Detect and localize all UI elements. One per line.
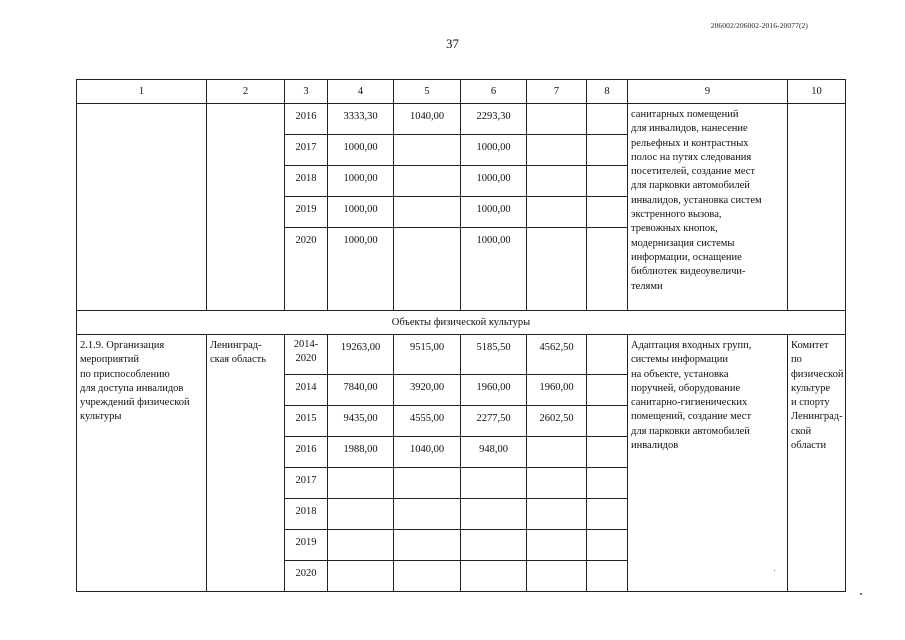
amount-cell — [461, 530, 527, 561]
amount-cell — [394, 561, 461, 592]
year-cell: 2017 — [285, 135, 328, 166]
amount-cell: 1000,00 — [328, 135, 394, 166]
column-number-header: 2 — [207, 80, 285, 104]
amount-cell — [587, 104, 628, 135]
amount-cell: 1960,00 — [461, 375, 527, 406]
amount-cell — [587, 166, 628, 197]
amount-cell — [461, 499, 527, 530]
amount-cell — [394, 166, 461, 197]
amount-cell — [461, 561, 527, 592]
column-number-header: 3 — [285, 80, 328, 104]
amount-cell — [328, 561, 394, 592]
year-cell: 2016 — [285, 437, 328, 468]
year-cell: 2014 — [285, 375, 328, 406]
amount-cell — [461, 468, 527, 499]
amount-cell — [587, 499, 628, 530]
column-number-header: 10 — [788, 80, 846, 104]
region-cell: Ленинград- ская область — [207, 335, 285, 592]
year-cell: 2020 — [285, 561, 328, 592]
amount-cell: 948,00 — [461, 437, 527, 468]
region-cell — [207, 104, 285, 311]
amount-cell: 1040,00 — [394, 437, 461, 468]
document-id: 206002/206002-2016-20077(2) — [710, 21, 808, 30]
amount-cell — [328, 499, 394, 530]
amount-cell — [587, 468, 628, 499]
column-number-header: 6 — [461, 80, 527, 104]
column-number-header: 7 — [527, 80, 587, 104]
column-number-header: 4 — [328, 80, 394, 104]
amount-cell: 3920,00 — [394, 375, 461, 406]
amount-cell: 1000,00 — [328, 197, 394, 228]
amount-cell — [527, 135, 587, 166]
amount-cell — [527, 437, 587, 468]
amount-cell — [328, 530, 394, 561]
amount-cell: 2277,50 — [461, 406, 527, 437]
amount-cell: 2602,50 — [527, 406, 587, 437]
column-number-header: 9 — [628, 80, 788, 104]
amount-cell — [587, 135, 628, 166]
amount-cell: 4562,50 — [527, 335, 587, 375]
amount-cell: 1000,00 — [328, 166, 394, 197]
amount-cell: 19263,00 — [328, 335, 394, 375]
scan-speck — [860, 593, 862, 595]
amount-cell: 1000,00 — [461, 228, 527, 311]
amount-cell — [587, 228, 628, 311]
amount-cell — [527, 530, 587, 561]
amount-cell: 1000,00 — [461, 135, 527, 166]
amount-cell — [527, 499, 587, 530]
scan-speck — [774, 570, 775, 571]
amount-cell: 1000,00 — [461, 166, 527, 197]
year-cell: 2016 — [285, 104, 328, 135]
amount-cell — [527, 468, 587, 499]
table-header-row — [77, 80, 846, 104]
amount-cell — [394, 197, 461, 228]
year-cell: 2015 — [285, 406, 328, 437]
year-cell: 2014- 2020 — [285, 335, 328, 375]
amount-cell — [587, 197, 628, 228]
amount-cell — [587, 437, 628, 468]
responsible-cell — [788, 104, 846, 311]
year-cell: 2017 — [285, 468, 328, 499]
amount-cell — [527, 228, 587, 311]
amount-cell: 4555,00 — [394, 406, 461, 437]
amount-cell — [587, 375, 628, 406]
year-cell: 2020 — [285, 228, 328, 311]
amount-cell — [394, 228, 461, 311]
description-cell: санитарных помещений для инвалидов, нанесение рельефных и контрастных полос на путях следования посетителей, создание мест для парковки автомобилей инвалидов, установка систем экстренного вызова, тревожных кнопок, модернизация системы информации, оснащение библиотек видеоувеличи- телями — [628, 104, 788, 311]
amount-cell: 2293,30 — [461, 104, 527, 135]
amount-cell: 1960,00 — [527, 375, 587, 406]
page-number: 37 — [446, 36, 459, 51]
amount-cell: 5185,50 — [461, 335, 527, 375]
amount-cell — [394, 499, 461, 530]
year-cell: 2019 — [285, 530, 328, 561]
section-title: Объекты физической культуры — [77, 311, 846, 335]
amount-cell: 1040,00 — [394, 104, 461, 135]
responsible-cell: Комитет по физической культуре и спорту Ленинград- ской области — [788, 335, 846, 592]
column-number-header: 5 — [394, 80, 461, 104]
amount-cell — [587, 530, 628, 561]
amount-cell — [394, 468, 461, 499]
amount-cell — [527, 561, 587, 592]
program-table — [76, 79, 846, 592]
amount-cell: 1000,00 — [328, 228, 394, 311]
description-cell: Адаптация входных групп, системы информации на объекте, установка поручней, оборудование санитарно-гигиенических помещений, создание мест для парковки автомобилей инвалидов — [628, 335, 788, 592]
year-cell: 2019 — [285, 197, 328, 228]
year-cell: 2018 — [285, 166, 328, 197]
table-row — [77, 335, 846, 375]
amount-cell: 7840,00 — [328, 375, 394, 406]
amount-cell — [394, 135, 461, 166]
year-cell: 2018 — [285, 499, 328, 530]
amount-cell: 1988,00 — [328, 437, 394, 468]
column-number-header: 1 — [77, 80, 207, 104]
measure-cell — [77, 104, 207, 311]
column-number-header: 8 — [587, 80, 628, 104]
amount-cell — [587, 406, 628, 437]
table-row — [77, 104, 846, 135]
amount-cell: 9435,00 — [328, 406, 394, 437]
amount-cell — [587, 561, 628, 592]
amount-cell — [527, 197, 587, 228]
amount-cell: 3333,30 — [328, 104, 394, 135]
amount-cell — [328, 468, 394, 499]
measure-cell: 2.1.9. Организация мероприятий по приспособлению для доступа инвалидов учреждений физической культуры — [77, 335, 207, 592]
amount-cell: 9515,00 — [394, 335, 461, 375]
section-row — [77, 311, 846, 335]
amount-cell — [527, 166, 587, 197]
amount-cell — [587, 335, 628, 375]
amount-cell — [394, 530, 461, 561]
amount-cell: 1000,00 — [461, 197, 527, 228]
amount-cell — [527, 104, 587, 135]
